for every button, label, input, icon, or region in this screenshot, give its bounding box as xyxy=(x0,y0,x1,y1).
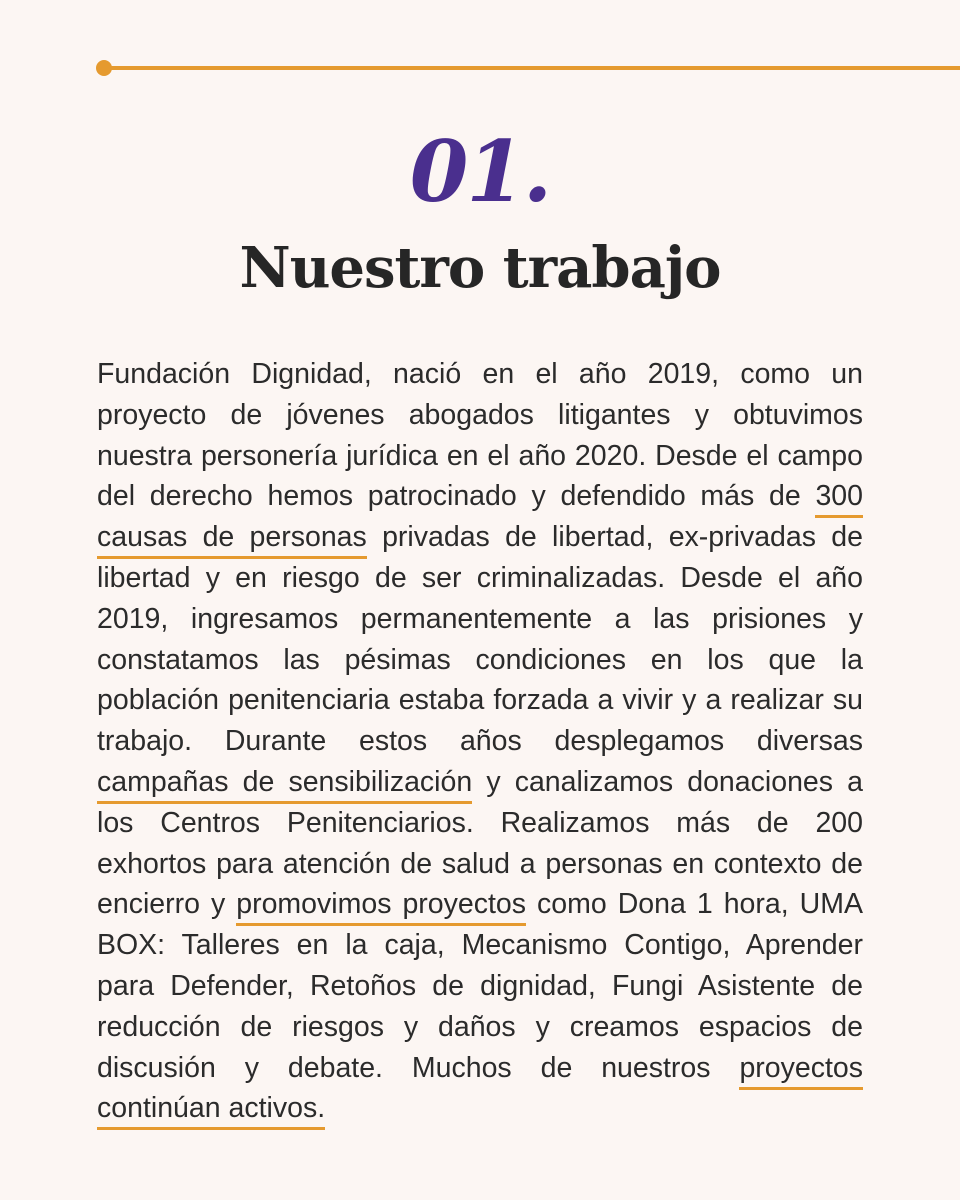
section-number: 01. xyxy=(409,122,551,221)
section-title: Nuestro trabajo xyxy=(239,235,721,301)
body-paragraph xyxy=(97,354,863,1129)
highlight-campanas: campañas de sensibilización xyxy=(97,766,472,804)
timeline-decoration xyxy=(96,60,960,76)
timeline-line xyxy=(104,66,960,70)
body-text-1: Fundación Dignidad, nació en el año 2019, como un proyecto de jóvenes abogados litigantes y obtuvimos nuestra personería jurídica en el año 2020. Desde el campo del derecho hemos patrocinado y defendido más de xyxy=(97,358,863,513)
body-text-2: privadas de libertad, ex-privadas de libertad y en riesgo de ser criminalizadas. Desde el año 2019, ingresamos permanentemente a las prisiones y constatamos las pésimas condiciones en los que la población penitenciaria estaba forzada a vivir y a realizar su trabajo. Durante estos años desplegamos diversas xyxy=(97,521,863,758)
body-text-3: y canalizamos donaciones a los Centros Penitenciarios. Realizamos más de 200 exhortos para atención de salud a personas en contexto de encierro y xyxy=(97,765,863,921)
highlight-activos: proyectos continúan activos. xyxy=(97,1052,863,1131)
highlight-promovimos: promovimos proyectos xyxy=(236,888,526,926)
body-text-4: como Dona 1 hora, UMA BOX: Talleres en la caja, Mecanismo Contigo, Aprender para Defender, Retoños de dignidad, Fungi Asistente de reducción de riesgos y daños y creamos espacios de discusión y debate. Muchos de nuestros xyxy=(97,888,864,1084)
highlight-300-causas: 300 causas de personas xyxy=(97,480,863,559)
